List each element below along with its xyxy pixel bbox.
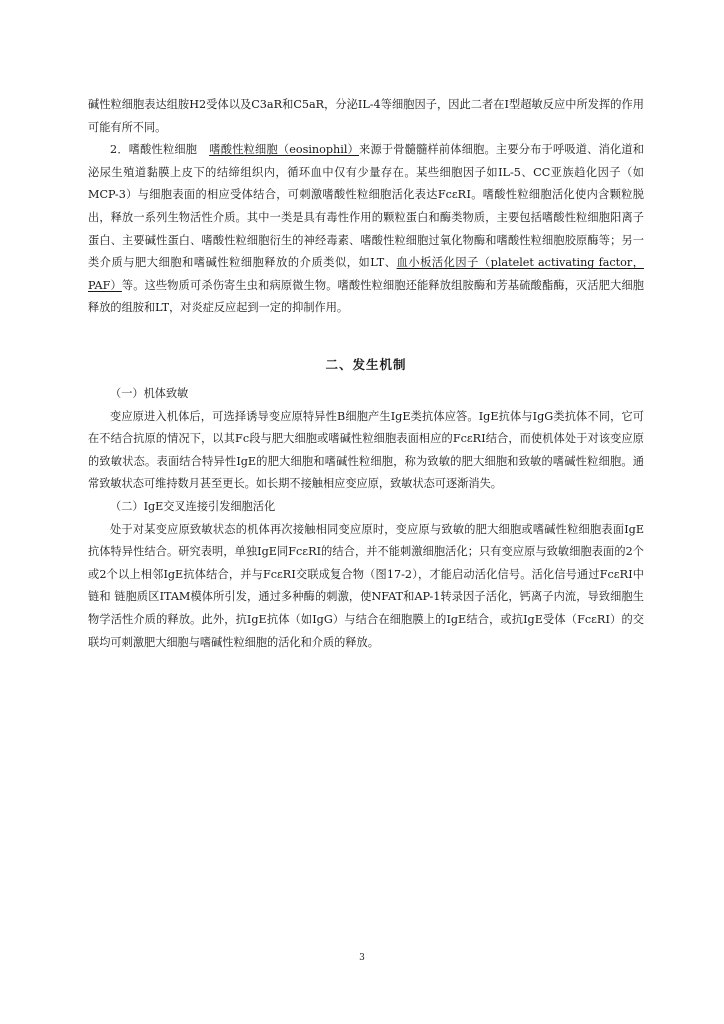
eosinophil-tail-text: 等。这些物质可杀伤寄生虫和病原微生物。嗜酸性粒细胞还能释放组胺酶和芳基硫酸酯酶，灭活肥大细胞释放的组胺和LT，对炎症反应起到一定的抑制作用。 bbox=[88, 278, 644, 315]
subheading-crosslinking: （二）IgE交叉连接引发细胞活化 bbox=[110, 499, 276, 513]
eosinophil-item-lead: 2．嗜酸性粒细胞 bbox=[110, 143, 198, 157]
section-heading: 二、发生机制 bbox=[325, 357, 407, 372]
eosinophil-body-text: 来源于骨髓髓样前体细胞。主要分布于呼吸道、消化道和泌尿生殖道黏膜上皮下的结缔组织内，循环血中仅有少量存在。某些细胞因子如IL-5、CC亚族趋化因子（如MCP-3）与细胞表面的相应受体结合，可刺激嗜酸性粒细胞活化表达FcεRⅠ。嗜酸性粒细胞活化使内含颗粒脱出，释放一系列生物活性介质。其中一类是具有毒性作用的颗粒蛋白和酶类物质，主要包括嗜酸性粒细胞阳离子蛋白、主要碱性蛋白、嗜酸性粒细胞衍生的神经毒素、嗜酸性粒细胞过氧化物酶和嗜酸性粒细胞胶原酶等；另一类介质与肥大细胞和嗜碱性粒细胞释放的介质类似，如LT、 bbox=[88, 143, 644, 270]
page-number: 3 bbox=[359, 953, 365, 963]
paf-term-link[interactable]: 血小板活化因子（platelet activating factor，PAF） bbox=[88, 256, 644, 292]
body-text-top bbox=[88, 94, 644, 320]
body-text-mechanism bbox=[88, 352, 644, 654]
eosinophil-term-link[interactable]: 嗜酸性粒细胞（eosinophil） bbox=[209, 143, 360, 157]
paragraph-sensitization: 变应原进入机体后，可选择诱导变应原特异性B细胞产生IgE类抗体应答。IgE抗体与IgG类抗体不同，它可在不结合抗原的情况下，以其Fc段与肥大细胞或嗜碱性粒细胞表面相应的FcεRⅠ结合，而使机体处于对该变应原的致敏状态。表面结合特异性IgE的肥大细胞和嗜碱性粒细胞，称为致敏的肥大细胞和致敏的嗜碱性粒细胞。通常致敏状态可维持数月甚至更长。如长期不接触相应变应原，致敏状态可逐渐消失。 bbox=[88, 409, 644, 491]
paragraph-crosslinking: 处于对某变应原致敏状态的机体再次接触相同变应原时，变应原与致敏的肥大细胞或嗜碱性粒细胞表面IgE抗体特异性结合。研究表明，单独IgE同FcεRⅠ的结合，并不能刺激细胞活化；只有变应原与致敏细胞表面的2个或2个以上相邻IgE抗体结合，并与FcεRⅠ交联成复合物（图17-2），才能启动活化信号。活化信号通过FcεRⅠ中 链和 链胞质区ITAM模体所引发，通过多种酶的刺激，使NFAT和AP-1转录因子活化，钙离子内流，导致细胞生物学活性介质的释放。此外，抗IgE抗体（如IgG）与结合在细胞膜上的IgE结合，或抗IgE受体（FcεRⅠ）的交联均可刺激肥大细胞与嗜碱性粒细胞的活化和介质的释放。 bbox=[88, 522, 644, 649]
subheading-sensitization: （一）机体致敏 bbox=[110, 387, 189, 400]
paragraph-eosinophil bbox=[88, 139, 644, 320]
paragraph-basophil-end: 碱性粒细胞表达组胺H2受体以及C3aR和C5aR，分泌IL-4等细胞因子，因此二者在Ⅰ型超敏反应中所发挥的作用可能有所不同。 bbox=[88, 98, 644, 134]
